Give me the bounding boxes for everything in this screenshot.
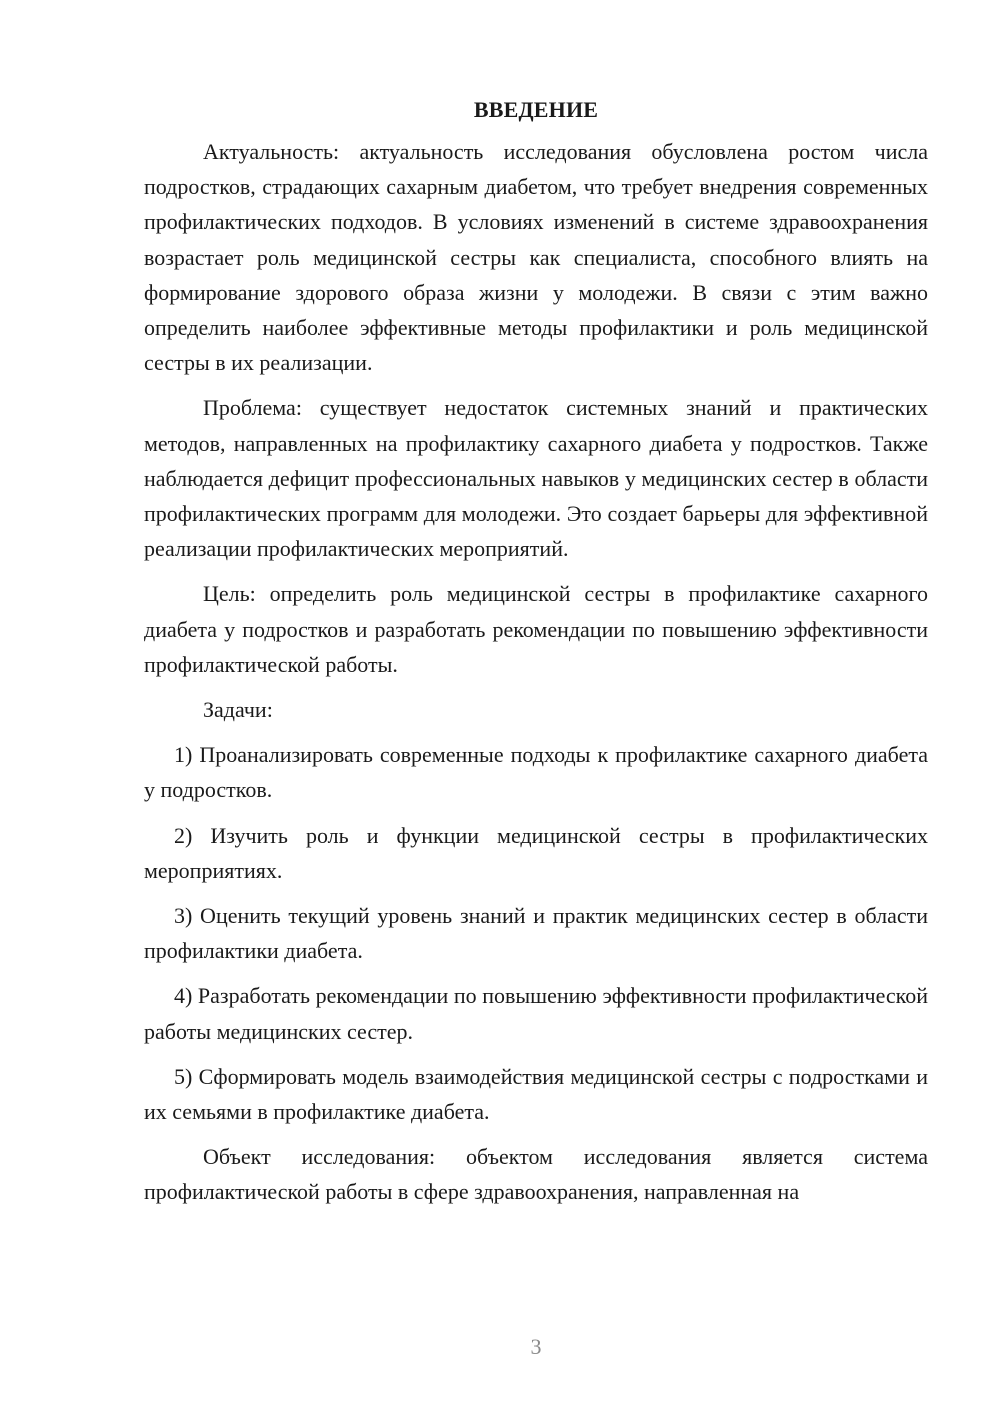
goal-paragraph: Цель: определить роль медицинской сестры в профилактике сахарного диабета у подростков и разработать рекомендации по повышению эффективности профилактической работы. <box>144 581 928 677</box>
relevance-paragraph: Актуальность: актуальность исследования обусловлена ростом числа подростков, страдающих сахарным диабетом, что требует внедрения современных профилактических подходов. В условиях изменений в системе здравоохранения возрастает роль медицинской сестры как специалиста, способного влиять на формирование здорового образа жизни у молодежи. В связи с этим важно определить наиболее эффективные методы профилактики и роль медицинской сестры в их реализации. <box>144 139 928 376</box>
object-paragraph: Объект исследования: объектом исследования является система профилактической работы в сфере здравоохранения, направленная на <box>144 1144 928 1205</box>
task-item-5: 5) Сформировать модель взаимодействия медицинской сестры с подростками и их семьями в профилактике диабета. <box>144 1063 928 1125</box>
task-item-2: 2) Изучить роль и функции медицинской сестры в профилактических мероприятиях. <box>144 822 928 883</box>
task-item-1: 1) Проанализировать современные подходы к профилактике сахарного диабета у подростков. <box>144 742 928 803</box>
section-title: ВВЕДЕНИЕ <box>473 97 599 122</box>
page-number: 3 <box>530 1334 542 1359</box>
task-item-4: 4) Разработать рекомендации по повышению эффективности профилактической работы медицинских сестер. <box>144 983 928 1044</box>
problem-paragraph: Проблема: существует недостаток системных знаний и практических методов, направленных на профилактику сахарного диабета у подростков. Также наблюдается дефицит профессиональных навыков у медицинских сестер в области профилактических программ для молодежи. Это создает барьеры для эффективной реализации профилактических мероприятий. <box>144 395 928 562</box>
page-content <box>144 92 928 1220</box>
task-item-3: 3) Оценить текущий уровень знаний и практик медицинских сестер в области профилактики диабета. <box>144 903 928 964</box>
tasks-heading: Задачи: <box>203 697 273 723</box>
